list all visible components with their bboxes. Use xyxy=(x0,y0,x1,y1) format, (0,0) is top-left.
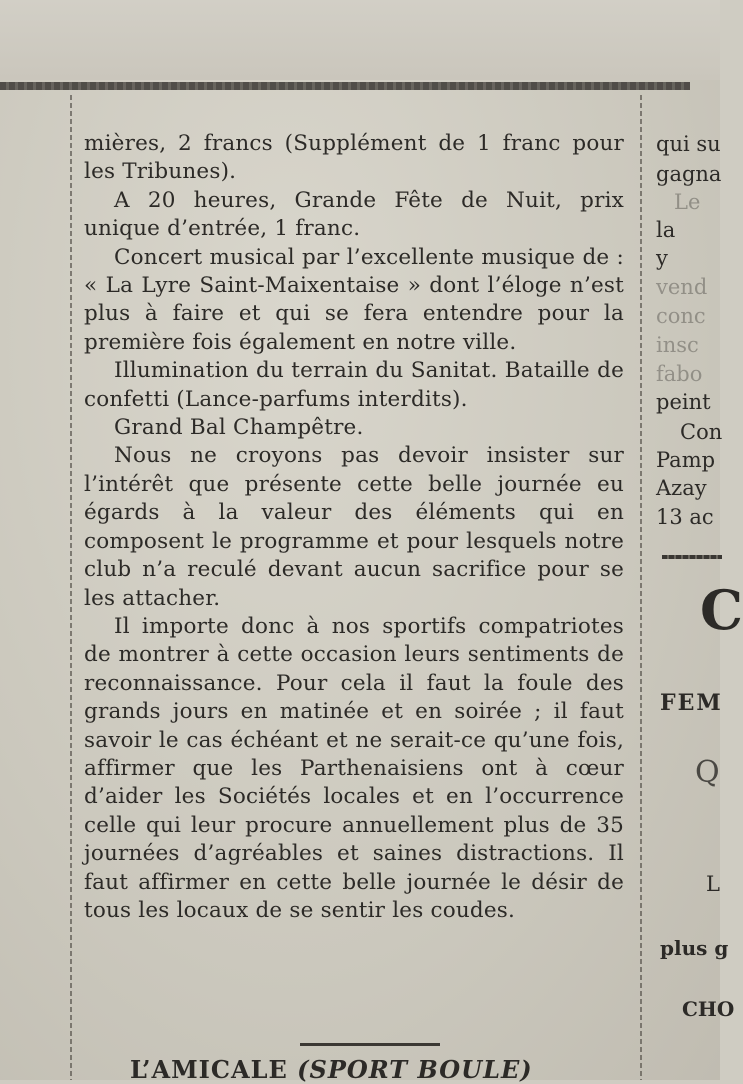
right-fragment: fabo xyxy=(656,362,703,386)
article-paragraph: mières, 2 francs (Supplément de 1 franc pour les Tribunes). xyxy=(84,131,624,185)
right-fragment-lower: L xyxy=(706,872,720,896)
article-paragraph: Concert musical par l’excellente musique de : « La Lyre Saint-Maixentaise » dont l’éloge n’est plus à faire et qui se fera entendre pour la première fois également en notre ville. xyxy=(84,244,624,355)
article-column xyxy=(84,130,624,925)
right-fragment: insc xyxy=(656,333,699,357)
right-fragment: qui su xyxy=(656,132,721,156)
right-fragment: gagna xyxy=(656,162,722,186)
section-heading xyxy=(130,1055,533,1084)
right-fragment: vend xyxy=(656,275,708,299)
right-fragment: y xyxy=(656,246,668,270)
article-paragraph: Il importe donc à nos sportifs compatriotes de montrer à cette occasion leurs sentiments de reconnaissance. Pour cela il faut la foule des grands jours en matinée et en soirée ; il faut savoir le cas échéant et ne serait-ce qu’une fois, affirmer que les Parthenaisiens ont à cœur d’aider les Sociétés locales et en l’occurrence celle qui leur procure annuellement plus de 35 journées d’agréables et saines distractions. Il faut affirmer en cette belle journée le désir de tous les locaux de se sentir les coudes. xyxy=(84,613,624,923)
article-paragraph: Grand Bal Champêtre. xyxy=(114,415,364,441)
right-fragment: peint xyxy=(656,390,711,414)
top-margin xyxy=(0,0,720,80)
right-fragment: conc xyxy=(656,304,706,328)
right-ornament-glyph: Q xyxy=(695,755,720,790)
right-fragment: Azay xyxy=(656,476,707,500)
right-column-fragments xyxy=(650,130,723,550)
right-headline-letter: C xyxy=(700,578,743,642)
right-fragment: la xyxy=(656,218,676,242)
right-column-separator xyxy=(640,95,642,1080)
article-paragraph: A 20 heures, Grande Fête de Nuit, prix unique d’entrée, 1 franc. xyxy=(84,187,624,242)
right-fragment: Pamp xyxy=(656,448,716,472)
article-paragraph: Nous ne croyons pas devoir insister sur l’intérêt que présente cette belle journée eu égards à la valeur des éléments qui en composent le programme et pour lesquels notre club n’a reculé devant aucun sacrifice pour se les attacher. xyxy=(84,443,624,611)
right-fragment: Con xyxy=(680,420,723,444)
right-fragment-lower: CHO xyxy=(682,997,735,1021)
section-divider xyxy=(300,1043,440,1046)
right-column-rule xyxy=(662,555,722,559)
right-fragment: 13 ac xyxy=(656,505,714,529)
top-rule xyxy=(0,82,690,90)
right-fragment: Le xyxy=(674,190,701,214)
right-headline-caps: FEM xyxy=(660,690,723,716)
section-heading-subtitle: (SPORT BOULE) xyxy=(297,1055,533,1084)
left-column-separator xyxy=(70,95,72,1080)
section-heading-name: L’AMICALE xyxy=(130,1055,288,1084)
right-fragment-lower: plus g xyxy=(660,936,729,960)
article-paragraph: Illumination du terrain du Sanitat. Bataille de confetti (Lance-parfums interdits). xyxy=(84,358,624,412)
